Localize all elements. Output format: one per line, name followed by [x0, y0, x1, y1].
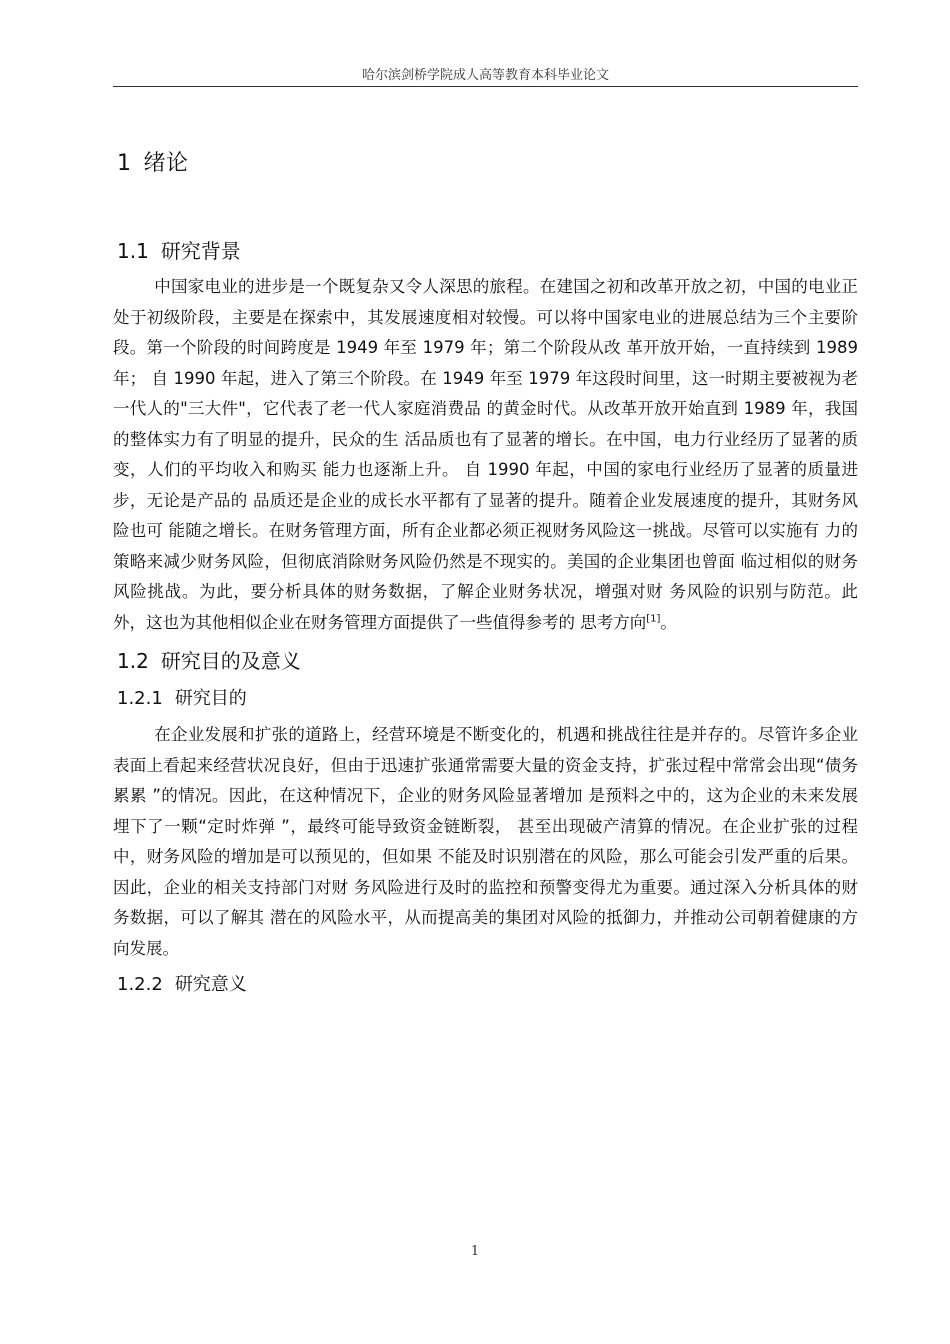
subsection-number: 1.2.2 [117, 974, 163, 995]
paragraph-text: 中国家电业的进步是一个既复杂又令人深思的旅程。在建国之初和改革开放之初，中国的电业正处于初级阶段，主要是在探索中，其发展速度相对较慢。可以将中国家电业的进展总结为三个主要阶段。第一个阶段的时间跨度是 1949 年至 1979 年；第二个阶段从改 革开放开始，一直持续到 1989 年； 自 1990 年起，进入了第三个阶段。在 1949 年至 1979 年这段时间里，这一时期主要被视为老一代人的"三大件"，它代表了老一代人家庭消费品 的黄金时代。从改革开放开始直到 1989 年，我国的整体实力有了明显的提升，民众的生 活品质也有了显著的增长。在中国，电力行业经历了显著的质变，人们的平均收入和购买 能力也逐渐上升。 自 1990 年起，中国的家电行业经历了显著的质量进步，无论是产品的 品质还是企业的成长水平都有了显著的提升。随着企业发展速度的提升，其财务风险也可 能随之增长。在财务管理方面，所有企业都必须正视财务风险这一挑战。尽管可以实施有 力的策略来减少财务风险，但彻底消除财务风险仍然是不现实的。美国的企业集团也曾面 临过相似的财务风险挑战。为此，要分析具体的财务数据，了解企业财务状况，增强对财 务风险的识别与防范。此外，这也为其他相似企业在财务管理方面提供了一些值得参考的 思考方向 [113, 277, 858, 632]
subsection-title: 研究目的 [174, 688, 247, 709]
section-heading-1-1 [117, 234, 858, 268]
subsection-number: 1.2.1 [117, 688, 163, 709]
running-header: 哈尔滨剑桥学院成人高等教育本科毕业论文 [361, 68, 609, 83]
document-body [113, 146, 858, 1006]
chapter-title: 绪论 [143, 151, 189, 176]
section-title: 研究目的及意义 [160, 649, 301, 673]
section-title: 研究背景 [160, 239, 241, 263]
purpose-paragraph: 在企业发展和扩张的道路上，经营环境是不断变化的，机遇和挑战往往是并存的。尽管许多企业表面上看起来经营状况良好，但由于迅速扩张通常需要大量的资金支持，扩张过程中常常会出现“债务累累 ”的情况。因此，在这种情况下，企业的财务风险显著增加 是预料之中的，这为企业的未来发展埋下了一颗“定时炸弹 ”，最终可能导致资金链断裂， 甚至出现破产清算的情况。在企业扩张的过程中，财务风险的增加是可以预见的，但如果 不能及时识别潜在的风险，那么可能会引发严重的后果。因此，企业的相关支持部门对财 务风险进行及时的监控和预警变得尤为重要。通过深入分析具体的财务数据，可以了解其 潜在的风险水平，从而提高美的集团对风险的抵御力，并推动公司朝着健康的方向发展。 [113, 725, 858, 958]
background-paragraph [113, 272, 858, 638]
citation-ref[interactable]: [1] [646, 613, 661, 624]
chapter-heading [117, 146, 858, 182]
header-divider [113, 86, 858, 87]
section-heading-1-2 [117, 644, 858, 678]
subsection-title: 研究意义 [174, 974, 247, 995]
page-number: 1 [470, 1244, 480, 1259]
paragraph-end: 。 [660, 612, 677, 632]
chapter-number: 1 [117, 151, 132, 176]
section-number: 1.2 [117, 649, 149, 673]
subsection-heading-1-2-1 [117, 684, 858, 714]
section-number: 1.1 [117, 239, 149, 263]
subsection-heading-1-2-2 [117, 970, 858, 1000]
